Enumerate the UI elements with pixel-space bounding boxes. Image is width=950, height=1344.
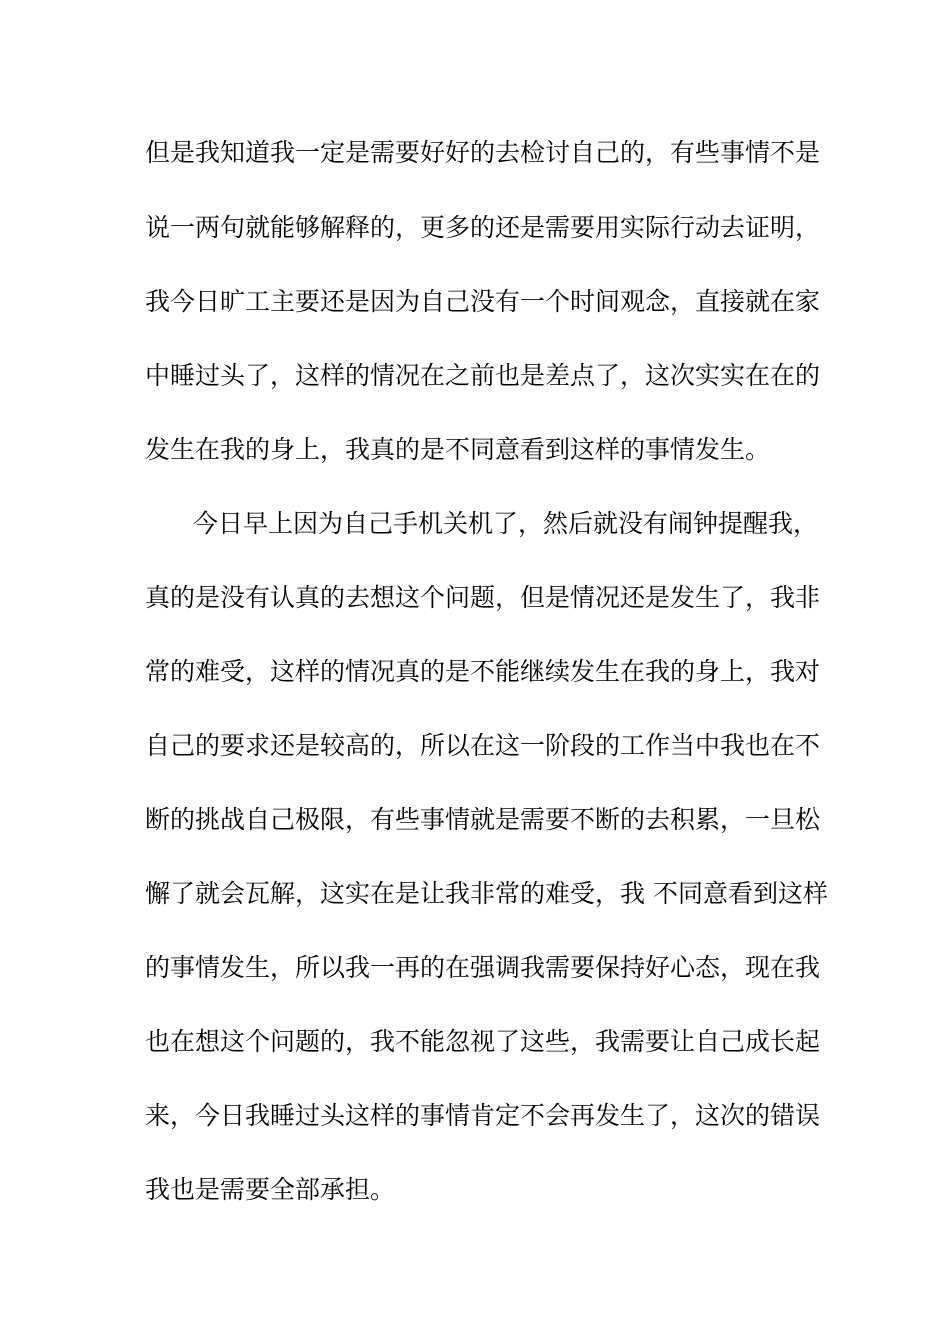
text-line: 说一两句就能够解释的，更多的还是需要用实际行动去证明， xyxy=(145,213,821,242)
text-line: 但是我知道我一定是需要好好的去检讨自己的，有些事情不是 xyxy=(145,138,821,167)
text-line: 自己的要求还是较高的，所以在这一阶段的工作当中我也在不 xyxy=(145,731,821,760)
text-line: 今日早上因为自己手机关机了，然后就没有闹钟提醒我， xyxy=(193,509,819,538)
text-line: 发生在我的身上，我真的是不同意看到这样的事情发生。 xyxy=(145,435,771,464)
text-line: 中睡过头了，这样的情况在之前也是差点了，这次实实在在的 xyxy=(145,361,821,390)
text-line: 懈了就会瓦解，这实在是让我非常的难受，我 不同意看到这样 xyxy=(145,879,828,908)
text-line: 来，今日我睡过头这样的事情肯定不会再发生了，这次的错误 xyxy=(145,1101,821,1130)
text-line: 也在想这个问题的，我不能忽视了这些，我需要让自己成长起 xyxy=(145,1027,821,1056)
text-line: 断的挑战自己极限，有些事情就是需要不断的去积累，一旦松 xyxy=(145,805,821,834)
text-line: 的事情发生，所以我一再的在强调我需要保持好心态，现在我 xyxy=(145,953,821,982)
text-line: 常的难受，这样的情况真的是不能继续发生在我的身上，我对 xyxy=(145,657,821,686)
text-line: 我今日旷工主要还是因为自己没有一个时间观念，直接就在家 xyxy=(145,287,821,316)
text-line: 我也是需要全部承担。 xyxy=(145,1175,396,1204)
text-line: 真的是没有认真的去想这个问题，但是情况还是发生了，我非 xyxy=(145,583,821,612)
